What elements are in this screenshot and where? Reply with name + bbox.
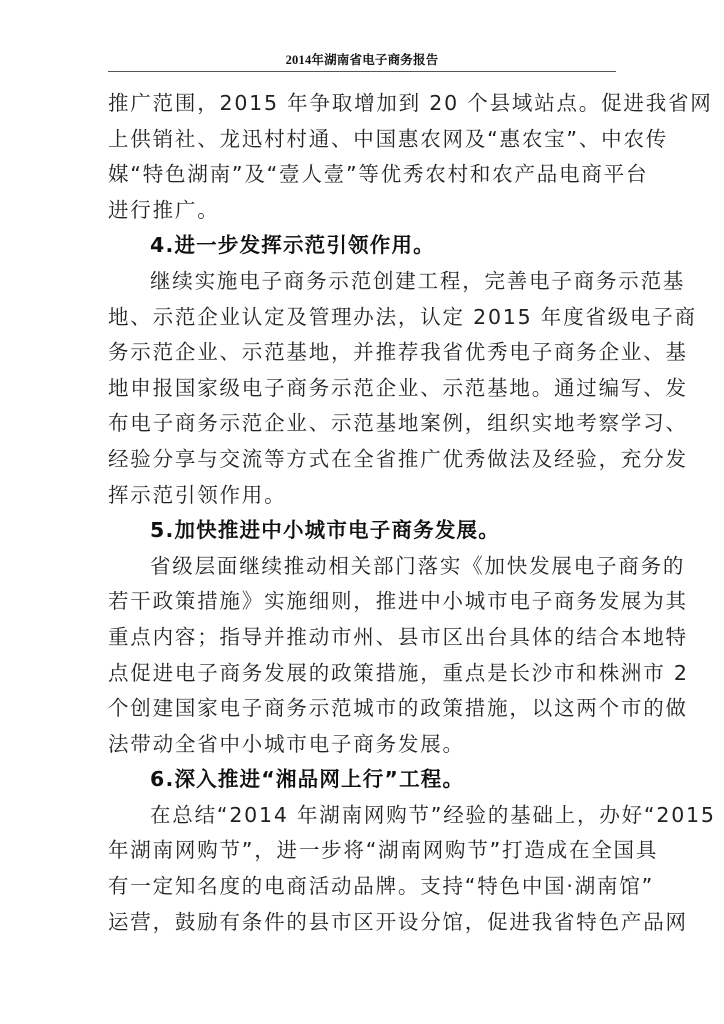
body-line: 个创建国家电子商务示范城市的政策措施，以这两个市的做: [108, 696, 688, 721]
body-line: 若干政策措施》实施细则，推进中小城市电子商务发展为其: [108, 589, 688, 614]
body-line: 运营，鼓励有条件的县市区开设分馆，促进我省特色产品网: [108, 909, 688, 934]
section-heading-4: 4.进一步发挥示范引领作用。: [150, 233, 435, 258]
paragraph-start: 在总结“2014 年湖南网购节”经验的基础上，办好“2015: [150, 802, 716, 827]
body-line: 年湖南网购节”，进一步将“湖南网购节”打造成在全国具: [108, 838, 659, 863]
body-line: 上供销社、龙迅村村通、中国惠农网及“惠农宝”、中农传: [108, 126, 669, 151]
header-divider: [108, 71, 616, 72]
body-line: 点促进电子商务发展的政策措施，重点是长沙市和株洲市 2: [108, 660, 689, 685]
section-heading-5: 5.加快推进中小城市电子商务发展。: [150, 518, 500, 543]
body-line: 推广范围，2015 年争取增加到 20 个县域站点。促进我省网: [108, 91, 713, 115]
body-line: 挥示范引领作用。: [108, 482, 287, 507]
body-line: 务示范企业、示范基地，并推荐我省优秀电子商务企业、基: [108, 340, 688, 365]
section-heading-6: 6.深入推进“湘品网上行”工程。: [150, 767, 465, 792]
body-line: 进行推广。: [108, 197, 220, 222]
body-line: 地申报国家级电子商务示范企业、示范基地。通过编写、发: [108, 375, 688, 400]
body-line: 经验分享与交流等方式在全省推广优秀做法及经验，充分发: [108, 446, 688, 471]
running-header: 2014年湖南省电子商务报告: [285, 53, 439, 67]
body-line: 有一定知名度的电商活动品牌。支持“特色中国·湖南馆”: [108, 874, 655, 899]
paragraph-start: 省级层面继续推动相关部门落实《加快发展电子商务的: [150, 553, 686, 578]
document-body: [108, 86, 716, 940]
body-line: 地、示范企业认定及管理办法，认定 2015 年度省级电子商: [108, 304, 697, 329]
paragraph-start: 继续实施电子商务示范创建工程，完善电子商务示范基: [150, 268, 686, 293]
body-line: 布电子商务示范企业、示范基地案例，组织实地考察学习、: [108, 411, 688, 436]
body-line: 媒“特色湖南”及“壹人壹”等优秀农村和农产品电商平台: [108, 162, 649, 187]
body-line: 法带动全省中小城市电子商务发展。: [108, 731, 465, 756]
body-line: 重点内容；指导并推动市州、县市区出台具体的结合本地特: [108, 624, 688, 649]
